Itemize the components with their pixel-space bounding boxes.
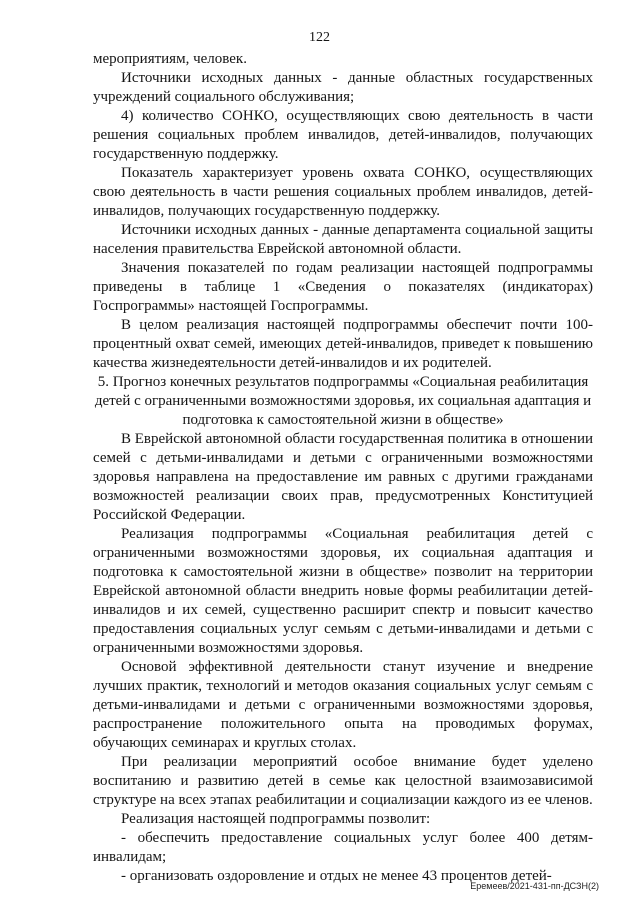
paragraphs-bottom xyxy=(93,430,593,886)
section-heading: 5. Прогноз конечных результатов подпрограммы «Социальная реабилитация детей с ограниченными возможностями здоровья, их социальная адаптация и подготовка к самостоятельной жизни в обществе» xyxy=(94,374,592,428)
paragraph: Источники исходных данных - данные областных государственных учреждений социального обслуживания; xyxy=(93,70,593,105)
paragraph: Основой эффективной деятельности станут изучение и внедрение лучших практик, технологий и методов оказания социальных услуг семьям с детьми-инвалидами и детьми с ограниченными возможностями здоровья, распространение положительного опыта на проводимых форумах, обучающих семинарах и круглых столах. xyxy=(93,659,593,751)
paragraphs-top xyxy=(93,50,593,373)
paragraph: Реализация подпрограммы «Социальная реабилитация детей с ограниченными возможностями здоровья, их социальная адаптация и подготовка к самостоятельной жизни в обществе» позволит на территории Еврейской автономной области внедрить новые формы реабилитации детей-инвалидов и их семей, существенно расширит спектр и повысит качество предоставления социальных услуг семьям с детьми-инвалидами и детьми с ограниченными возможностями здоровья. xyxy=(93,526,593,656)
paragraph: - организовать оздоровление и отдых не менее 43 процентов детей- xyxy=(121,868,552,884)
paragraph: В Еврейской автономной области государственная политика в отношении семей с детьми-инвалидами и детьми с ограниченными возможностями здоровья направлена на предоставление им равных с другими гражданами возможностей реализации своих прав, предусмотренных Конституцией Российской Федерации. xyxy=(93,431,593,523)
paragraph: Источники исходных данных - данные департамента социальной защиты населения правительства Еврейской автономной области. xyxy=(93,222,593,257)
paragraph: - обеспечить предоставление социальных услуг более 400 детям-инвалидам; xyxy=(93,830,593,865)
paragraph: Показатель характеризует уровень охвата СОНКО, осуществляющих свою деятельность в части решения социальных проблем инвалидов, детей-инвалидов, получающих государственную поддержку. xyxy=(93,165,593,219)
document-body xyxy=(93,50,593,886)
page-number: 122 xyxy=(309,30,330,45)
paragraph: 4) количество СОНКО, осуществляющих свою деятельность в части решения социальных проблем инвалидов, детей-инвалидов, получающих государственную поддержку. xyxy=(93,108,593,162)
footer-document-code: Еремеев/2021-431-пп-ДСЗН(2) xyxy=(470,881,599,891)
paragraph: мероприятиям, человек. xyxy=(93,51,247,67)
paragraph: Значения показателей по годам реализации настоящей подпрограммы приведены в таблице 1 «Сведения о показателях (индикаторах) Госпрограммы» настоящей Госпрограммы. xyxy=(93,260,593,314)
paragraph: При реализации мероприятий особое внимание будет уделено воспитанию и развитию детей в семье как целостной взаимозависимой структуре на всех этапах реабилитации и социализации каждого из ее членов. xyxy=(93,754,593,808)
paragraph: Реализация настоящей подпрограммы позволит: xyxy=(121,811,431,827)
paragraph: В целом реализация настоящей подпрограммы обеспечит почти 100-процентный охват семей, имеющих детей-инвалидов, приведет к повышению качества жизнедеятельности детей-инвалидов и их родителей. xyxy=(93,317,593,371)
